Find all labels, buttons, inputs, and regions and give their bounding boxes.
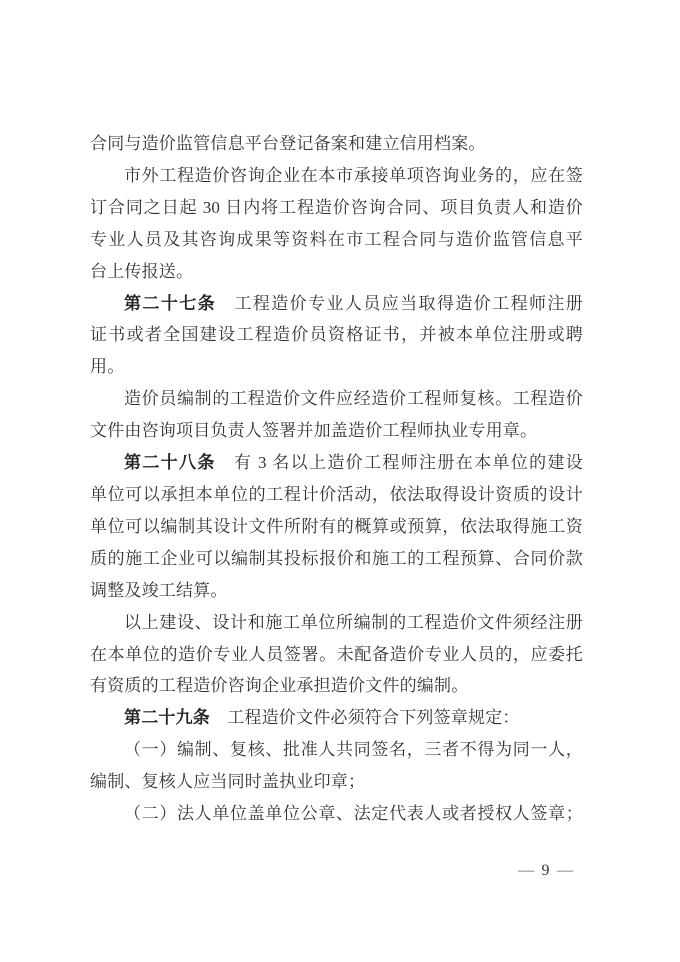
text-line: [90, 670, 583, 702]
text-segment: 工程造价专业人员应当取得造价工程师注册: [216, 293, 584, 313]
text-line: [90, 734, 583, 766]
text-segment: 编制、复核人应当同时盖执业印章；: [90, 772, 366, 792]
text-segment: 订合同之日起 30 日内将工程造价咨询合同、项目负责人和造价: [90, 197, 583, 217]
text-segment: 单位可以承担本单位的工程计价活动，依法取得设计资质的设计: [90, 484, 583, 504]
text-segment: 专业人员及其咨询成果等资料在市工程合同与造价监管信息平: [90, 229, 583, 249]
text-line: [90, 766, 583, 798]
paragraph: [90, 160, 583, 288]
text-line: [90, 702, 583, 734]
page-number-dash-left: —: [518, 862, 535, 879]
text-segment: 文件由咨询项目负责人签署并加盖造价工程师执业专用章。: [90, 421, 538, 441]
text-line: [90, 511, 583, 543]
text-segment: 用。: [90, 357, 125, 377]
text-line: [90, 128, 583, 160]
text-segment: （二）法人单位盖单位公章、法定代表人或者授权人签章；: [124, 804, 583, 824]
text-segment: 证书或者全国建设工程造价员资格证书，并被本单位注册或聘: [90, 325, 583, 345]
paragraph: [90, 383, 583, 447]
text-segment: （一）编制、复核、批准人共同签名，三者不得为同一人，: [124, 740, 583, 760]
text-line: [90, 256, 583, 288]
text-line: [90, 798, 583, 830]
text-segment: 市外工程造价咨询企业在本市承接单项咨询业务的，应在签: [124, 165, 583, 185]
text-segment: 台上传报送。: [90, 261, 194, 281]
text-segment: 单位可以编制其设计文件所附有的概算或预算，依法取得施工资: [90, 516, 583, 536]
text-line: [90, 351, 583, 383]
text-line: [90, 288, 583, 320]
text-segment: 有 3 名以上造价工程师注册在本单位的建设: [215, 453, 583, 473]
text-line: [90, 639, 583, 671]
paragraph: [90, 288, 583, 384]
text-line: [90, 192, 583, 224]
text-line: [90, 575, 583, 607]
text-line: [90, 383, 583, 415]
text-line: [90, 607, 583, 639]
paragraph: [90, 702, 583, 734]
paragraph: [90, 734, 583, 798]
article-number: 第二十七条: [124, 293, 217, 313]
page-number: [518, 861, 574, 880]
article-number: 第二十八条: [124, 453, 216, 473]
text-segment: 合同与造价监管信息平台登记备案和建立信用档案。: [90, 134, 486, 153]
text-line: [90, 224, 583, 256]
text-segment: 以上建设、设计和施工单位所编制的工程造价文件须经注册: [124, 612, 583, 632]
text-line: [90, 415, 583, 447]
text-line: [90, 447, 583, 479]
page-number-dash-right: —: [557, 862, 574, 879]
paragraph: [90, 607, 583, 703]
text-segment: 质的施工企业可以编制其投标报价和施工的工程预算、合同价款: [90, 548, 583, 568]
text-segment: 调整及竣工结算。: [90, 580, 228, 600]
text-line: [90, 160, 583, 192]
text-line: [90, 479, 583, 511]
paragraph: [90, 128, 583, 160]
text-segment: 工程造价文件必须符合下列签章规定：: [210, 708, 520, 728]
text-segment: 造价员编制的工程造价文件应经造价工程师复核。工程造价: [124, 389, 583, 409]
paragraph: [90, 447, 583, 607]
page-number-value: 9: [541, 862, 550, 879]
text-line: [90, 543, 583, 575]
text-segment: 有资质的工程造价咨询企业承担造价文件的编制。: [90, 676, 469, 696]
document-body: [90, 128, 583, 830]
article-number: 第二十九条: [124, 708, 210, 728]
paragraph: [90, 798, 583, 830]
text-segment: 在本单位的造价专业人员签署。未配备造价专业人员的，应委托: [90, 644, 583, 664]
text-line: [90, 319, 583, 351]
